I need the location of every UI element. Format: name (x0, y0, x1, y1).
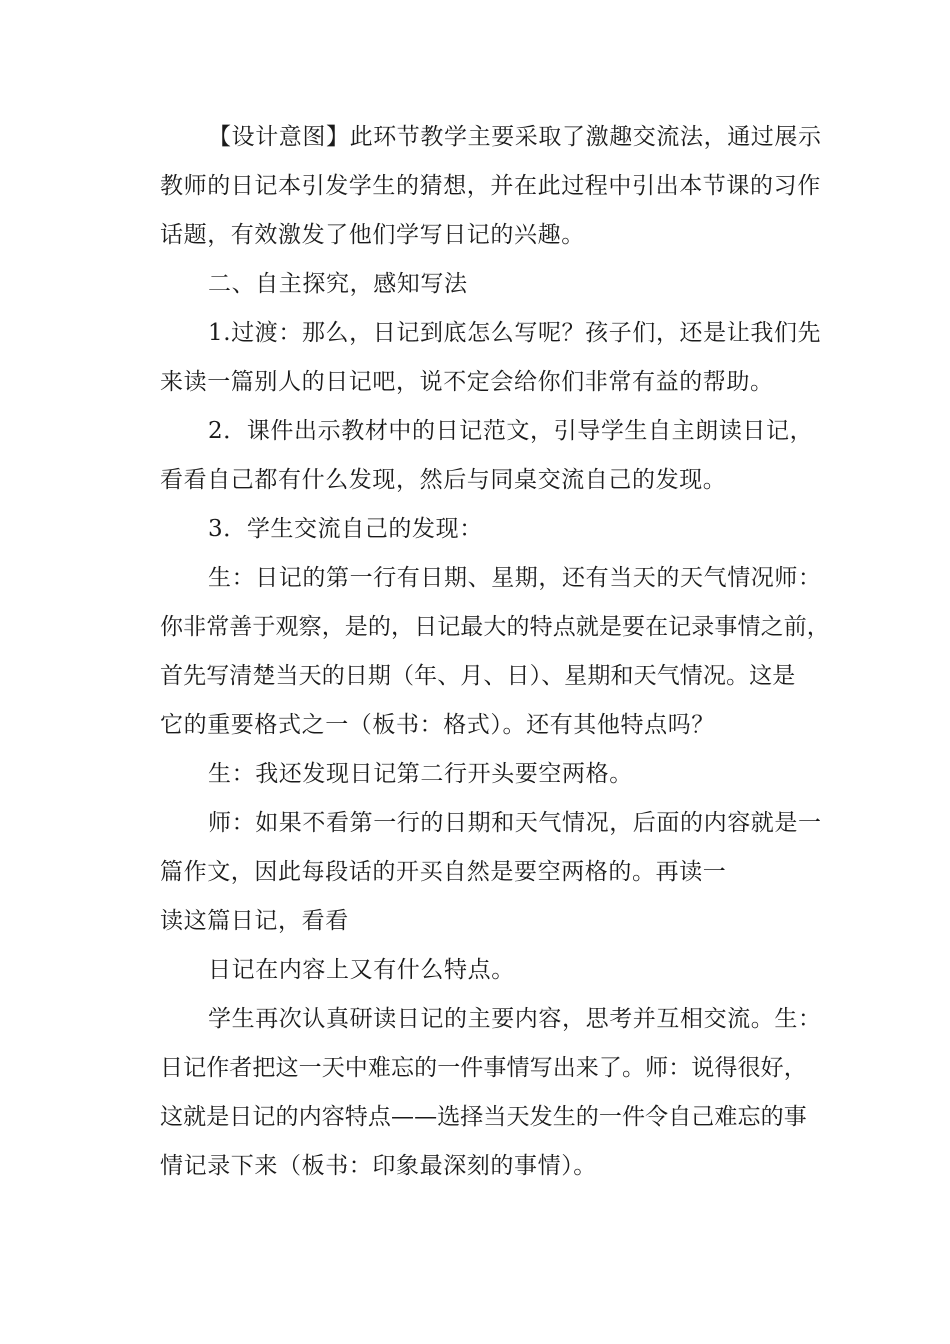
text-line: 读这篇日记，看看 (160, 908, 349, 934)
text-line: 篇作文，因此每段话的开买自然是要空两格的。再读一 (160, 859, 727, 885)
text-line: 【设计意图】此环节教学主要采取了激趣交流法，通过展示 (208, 124, 822, 150)
text-line: 日记作者把这一天中难忘的一件事情写出来了。师：说得很好， (160, 1055, 807, 1081)
section-heading: 二、自主探究，感知写法 (208, 271, 468, 297)
text-line: 师：如果不看第一行的日期和天气情况，后面的内容就是一 (208, 810, 822, 836)
document-body (160, 113, 830, 1191)
text-line: 这就是日记的内容特点——选择当天发生的一件令自己难忘的事 (160, 1104, 807, 1130)
text-line: 看看自己都有什么发现，然后与同桌交流自己的发现。 (160, 467, 727, 493)
text-line: 话题，有效激发了他们学写日记的兴趣。 (160, 222, 585, 248)
text-line: 日记在内容上又有什么特点。 (208, 957, 515, 983)
text-line: 教师的日记本引发学生的猜想，并在此过程中引出本节课的习作 (160, 173, 821, 199)
text-line: 情记录下来（板书：印象最深刻的事情）。 (160, 1153, 597, 1179)
text-line: 你非常善于观察，是的，日记最大的特点就是要在记录事情之前， (160, 614, 830, 640)
text-line: 生：我还发现日记第二行开头要空两格。 (208, 761, 633, 787)
text-line: 它的重要格式之一（板书：格式）。还有其他特点吗？ (160, 712, 715, 738)
text-line: 3．学生交流自己的发现： (208, 516, 483, 542)
text-line: 生：日记的第一行有日期、星期，还有当天的天气情况师： (208, 565, 822, 591)
text-line: 首先写清楚当天的日期（年、月、日）、星期和天气情况。这是 (160, 663, 796, 689)
text-line: 2．课件出示教材中的日记范文，引导学生自主朗读日记， (208, 418, 814, 444)
text-line: 学生再次认真研读日记的主要内容，思考并互相交流。生： (208, 1006, 822, 1032)
text-line: 来读一篇别人的日记吧，说不定会给你们非常有益的帮助。 (160, 369, 774, 395)
text-line: 1.过渡：那么，日记到底怎么写呢？孩子们，还是让我们先 (208, 320, 822, 346)
